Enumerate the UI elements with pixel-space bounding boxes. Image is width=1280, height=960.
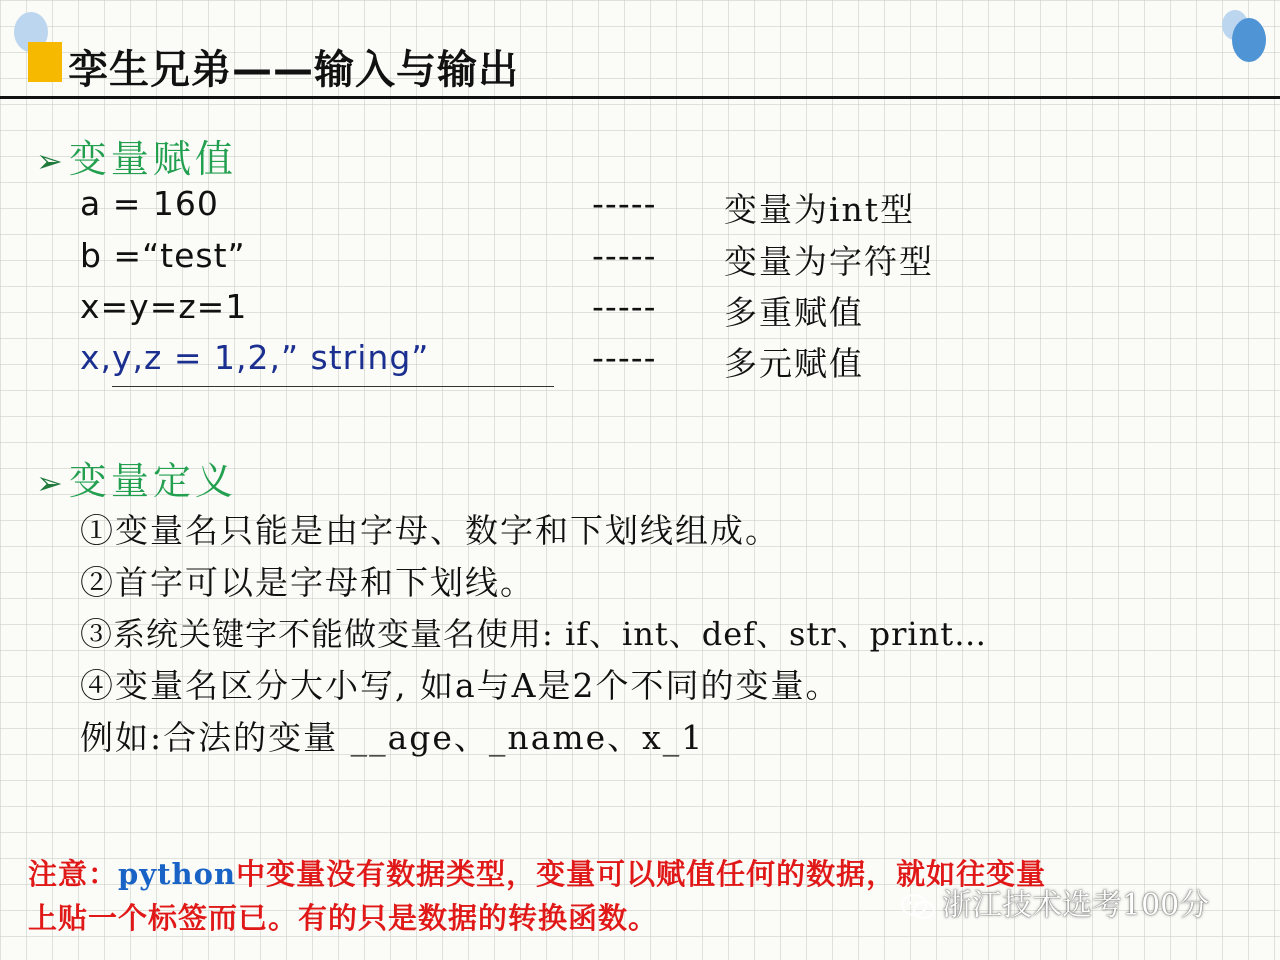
title-accent-square (28, 42, 62, 82)
page-title: 孪生兄弟——输入与输出 (68, 47, 519, 93)
note-python: python (118, 857, 237, 891)
dashes-line-2: ----- (592, 236, 657, 275)
desc-line-4: 多元赋值 (724, 344, 864, 383)
desc-line-2: 变量为字符型 (724, 242, 934, 281)
code-line-1: a = 160 (80, 184, 219, 223)
code-line-4: x,y,z = 1,2,” string” (80, 338, 430, 377)
watermark-text: 浙江技术选考100分 (942, 888, 1210, 923)
rule-item-4: ④变量名区分大小写, 如a与A是2个不同的变量。 (80, 666, 841, 705)
title-divider (0, 96, 1280, 99)
dashes-line-3: ----- (592, 287, 657, 326)
desc-line-1: 变量为int型 (724, 190, 916, 229)
section-heading-text: 变量赋值 (68, 137, 237, 181)
section-heading-assignment (36, 128, 237, 183)
code-line-3: x=y=z=1 (80, 287, 248, 326)
code-underline (112, 386, 554, 387)
code-line-2: b =“test” (80, 236, 246, 275)
example-line: 例如:合法的变量 __age、_name、x_1 (80, 718, 705, 757)
rule-item-3: ③系统关键字不能做变量名使用: if、int、def、str、print… (80, 615, 988, 653)
note-rest: 中变量没有数据类型，变量可以赋值任何的数据，就如往变量 (236, 857, 1047, 891)
dashes-line-1: ----- (592, 184, 657, 223)
rule-item-2: ②首字可以是字母和下划线。 (80, 563, 535, 602)
wechat-icon (900, 893, 936, 921)
note-line-1 (28, 852, 1046, 893)
dashes-line-4: ----- (592, 338, 657, 377)
desc-line-3: 多重赋值 (724, 293, 864, 332)
section-heading-text: 变量定义 (68, 459, 237, 503)
rule-item-1: ①变量名只能是由字母、数字和下划线组成。 (80, 511, 780, 550)
watermark (900, 880, 1209, 924)
arrow-right-icon: ➢ (36, 464, 63, 502)
note-line-2: 上贴一个标签而已。有的只是数据的转换函数。 (28, 901, 659, 935)
title-bar (0, 30, 1280, 102)
arrow-right-icon: ➢ (36, 142, 63, 180)
note-prefix: 注意： (28, 857, 119, 891)
section-heading-definition (36, 450, 237, 505)
